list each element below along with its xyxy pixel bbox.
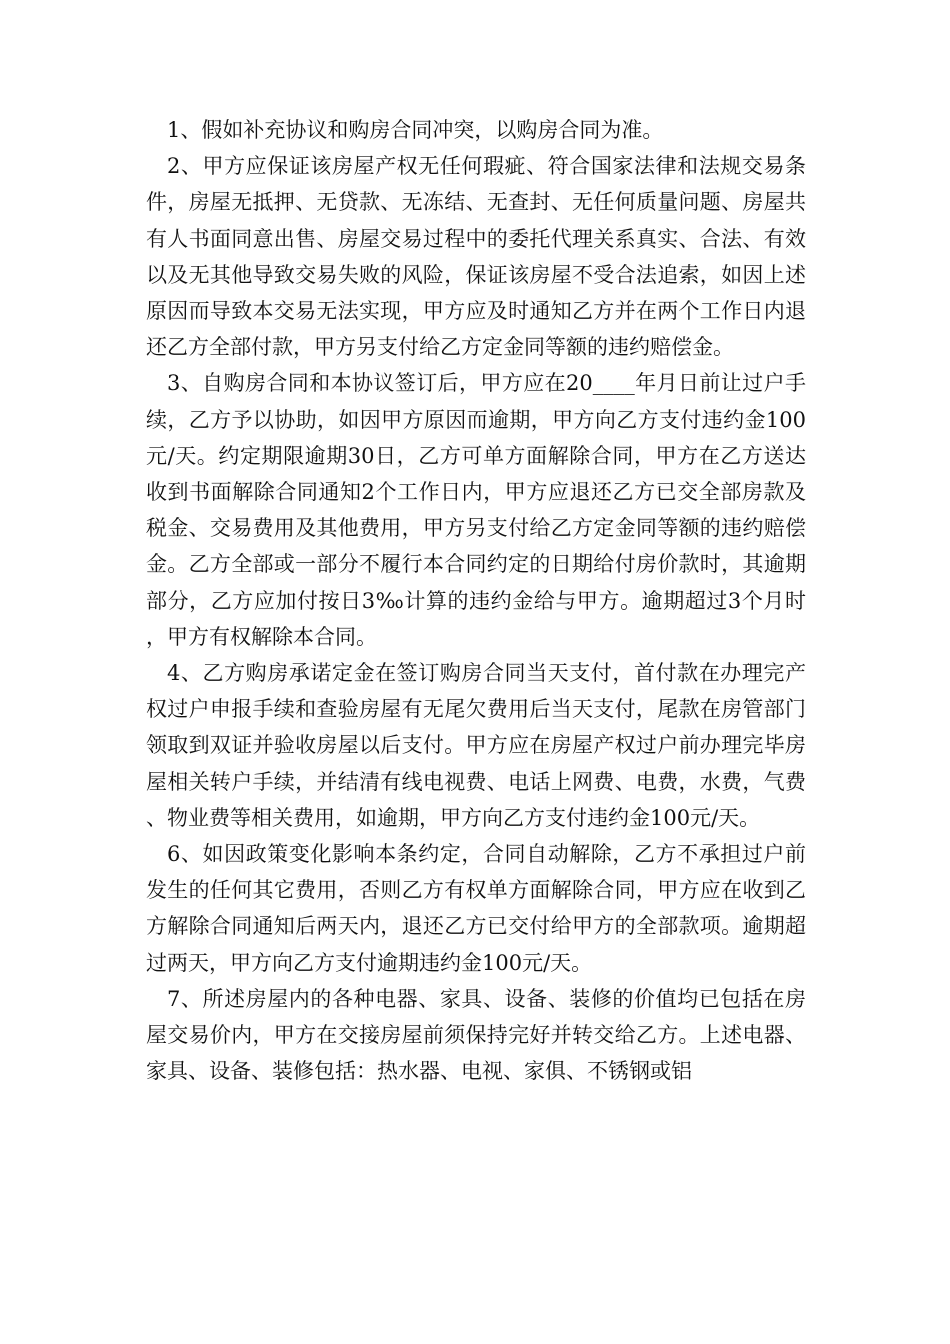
clause-4: 4、乙方购房承诺定金在签订购房合同当天支付，首付款在办理完产权过户申报手续和查验房屋有无尾欠费用后当天支付，尾款在房管部门领取到双证并验收房屋以后支付。甲方应在房屋产权过户前办理完毕房屋相关转户手续，并结清有线电视费、电话上网费、电费，水费，气费、物业费等相关费用，如逾期，甲方向乙方支付违约金100元/天。 [146, 661, 806, 830]
clause-1: 1、假如补充协议和购房合同冲突，以购房合同为准。 [167, 118, 664, 142]
document-page [146, 112, 806, 1089]
clause-6: 6、如因政策变化影响本条约定，合同自动解除，乙方不承担过户前发生的任何其它费用，否则乙方有权单方面解除合同，甲方应在收到乙方解除合同通知后两天内，退还乙方已交付给甲方的全部款项。逾期超过两天，甲方向乙方支付逾期违约金100元/天。 [146, 842, 806, 975]
clause-3: 3、自购房合同和本协议签订后，甲方应在20____年月日前让过户手续，乙方予以协助，如因甲方原因而逾期，甲方向乙方支付违约金100元/天。约定期限逾期30日，乙方可单方面解除合同，甲方在乙方送达收到书面解除合同通知2个工作日内，甲方应退还乙方已交全部房款及税金、交易费用及其他费用，甲方另支付给乙方定金同等额的违约赔偿金。乙方全部或一部分不履行本合同约定的日期给付房价款时，其逾期部分，乙方应加付按日3‰计算的违约金给与甲方。逾期超过3个月时，甲方有权解除本合同。 [146, 371, 806, 649]
clause-2: 2、甲方应保证该房屋产权无任何瑕疵、符合国家法律和法规交易条件，房屋无抵押、无贷款、无冻结、无查封、无任何质量问题、房屋共有人书面同意出售、房屋交易过程中的委托代理关系真实、合法、有效以及无其他导致交易失败的风险，保证该房屋不受合法追索，如因上述原因而导致本交易无法实现，甲方应及时通知乙方并在两个工作日内退还乙方全部付款，甲方另支付给乙方定金同等额的违约赔偿金。 [146, 154, 806, 360]
clause-7: 7、所述房屋内的各种电器、家具、设备、装修的价值均已包括在房屋交易价内，甲方在交接房屋前须保持完好并转交给乙方。上述电器、家具、设备、装修包括：热水器、电视、家俱、不锈钢或铝 [146, 986, 806, 1084]
